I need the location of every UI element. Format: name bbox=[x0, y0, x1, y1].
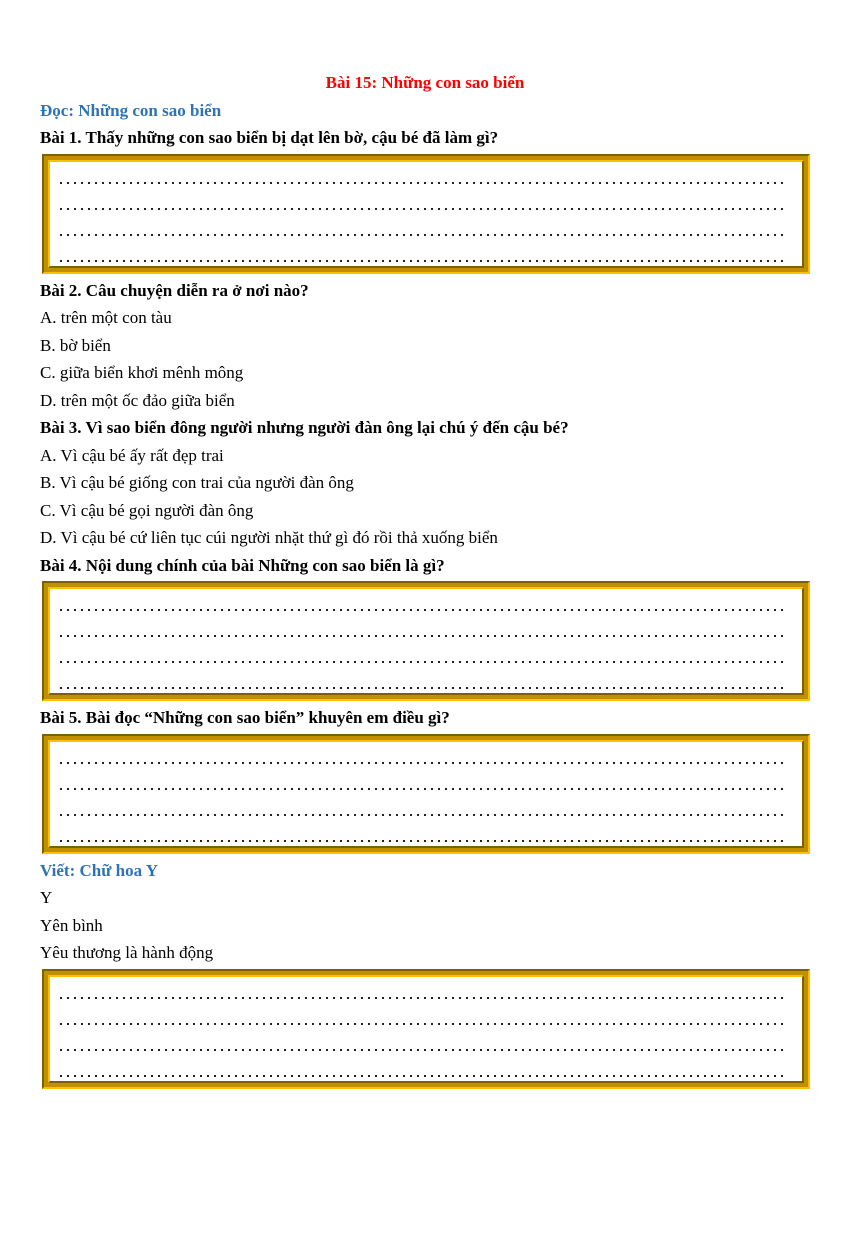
dotted-answer-line bbox=[60, 615, 788, 641]
answer-box-q1-frame bbox=[44, 156, 808, 272]
answer-box-q4[interactable] bbox=[42, 581, 810, 701]
dotted-answer-line bbox=[60, 188, 788, 214]
answer-box-q5-writing-area bbox=[48, 740, 804, 848]
dotted-answer-line bbox=[60, 977, 788, 1003]
dotted-answer-line bbox=[60, 1029, 788, 1055]
dotted-answer-line bbox=[60, 162, 788, 188]
question-2-option-d: D. trên một ốc đảo giữa biển bbox=[40, 390, 235, 410]
question-3-option-c: C. Vì cậu bé gọi người đàn ông bbox=[40, 500, 254, 520]
writing-section-heading: Viết: Chữ hoa Y bbox=[40, 860, 159, 880]
writing-practice-letter: Y bbox=[40, 888, 53, 907]
dotted-answer-line bbox=[60, 768, 788, 794]
question-3-heading: Bài 3. Vì sao biển đông người nhưng người đàn ông lại chú ý đến cậu bé? bbox=[40, 418, 569, 437]
answer-box-writing[interactable] bbox=[42, 969, 810, 1089]
answer-box-q5-frame bbox=[44, 736, 808, 852]
answer-box-q4-frame bbox=[44, 583, 808, 699]
writing-practice-sentence: Yêu thương là hành động bbox=[40, 943, 214, 962]
reading-section-heading: Đọc: Những con sao biển bbox=[40, 100, 222, 120]
answer-box-writing-frame bbox=[44, 971, 808, 1087]
answer-box-writing-area bbox=[48, 975, 804, 1083]
answer-box-q1[interactable] bbox=[42, 154, 810, 274]
answer-box-q1-writing-area bbox=[48, 160, 804, 268]
dotted-answer-line bbox=[60, 742, 788, 768]
question-3-option-a: A. Vì cậu bé ấy rất đẹp trai bbox=[40, 445, 224, 465]
dotted-answer-line bbox=[60, 240, 788, 266]
writing-practice-word: Yên bình bbox=[40, 915, 103, 935]
dotted-answer-line bbox=[60, 820, 788, 846]
question-1-heading: Bài 1. Thấy những con sao biển bị dạt lên bờ, cậu bé đã làm gì? bbox=[40, 128, 499, 147]
answer-box-q5[interactable] bbox=[42, 734, 810, 854]
dotted-answer-line bbox=[60, 667, 788, 693]
question-3-option-b: B. Vì cậu bé giống con trai của người đàn ông bbox=[40, 473, 354, 492]
dotted-answer-line bbox=[60, 794, 788, 820]
page-title: Bài 15: Những con sao biển bbox=[325, 73, 525, 92]
question-4-heading: Bài 4. Nội dung chính của bài Những con sao biển là gì? bbox=[40, 555, 445, 575]
dotted-answer-line bbox=[60, 214, 788, 240]
dotted-answer-line bbox=[60, 589, 788, 615]
question-2-option-b: B. bờ biển bbox=[40, 335, 111, 355]
question-2-heading: Bài 2. Câu chuyện diễn ra ở nơi nào? bbox=[40, 280, 309, 300]
question-3-option-d: D. Vì cậu bé cứ liên tục cúi người nhặt thứ gì đó rồi thả xuống biển bbox=[40, 528, 498, 547]
dotted-answer-line bbox=[60, 641, 788, 667]
answer-box-q4-writing-area bbox=[48, 587, 804, 695]
dotted-answer-line bbox=[60, 1055, 788, 1081]
question-2-option-c: C. giữa biển khơi mênh mông bbox=[40, 363, 244, 382]
dotted-answer-line bbox=[60, 1003, 788, 1029]
question-2-option-a: A. trên một con tàu bbox=[40, 308, 172, 327]
question-5-heading: Bài 5. Bài đọc “Những con sao biển” khuyên em điều gì? bbox=[40, 708, 450, 727]
